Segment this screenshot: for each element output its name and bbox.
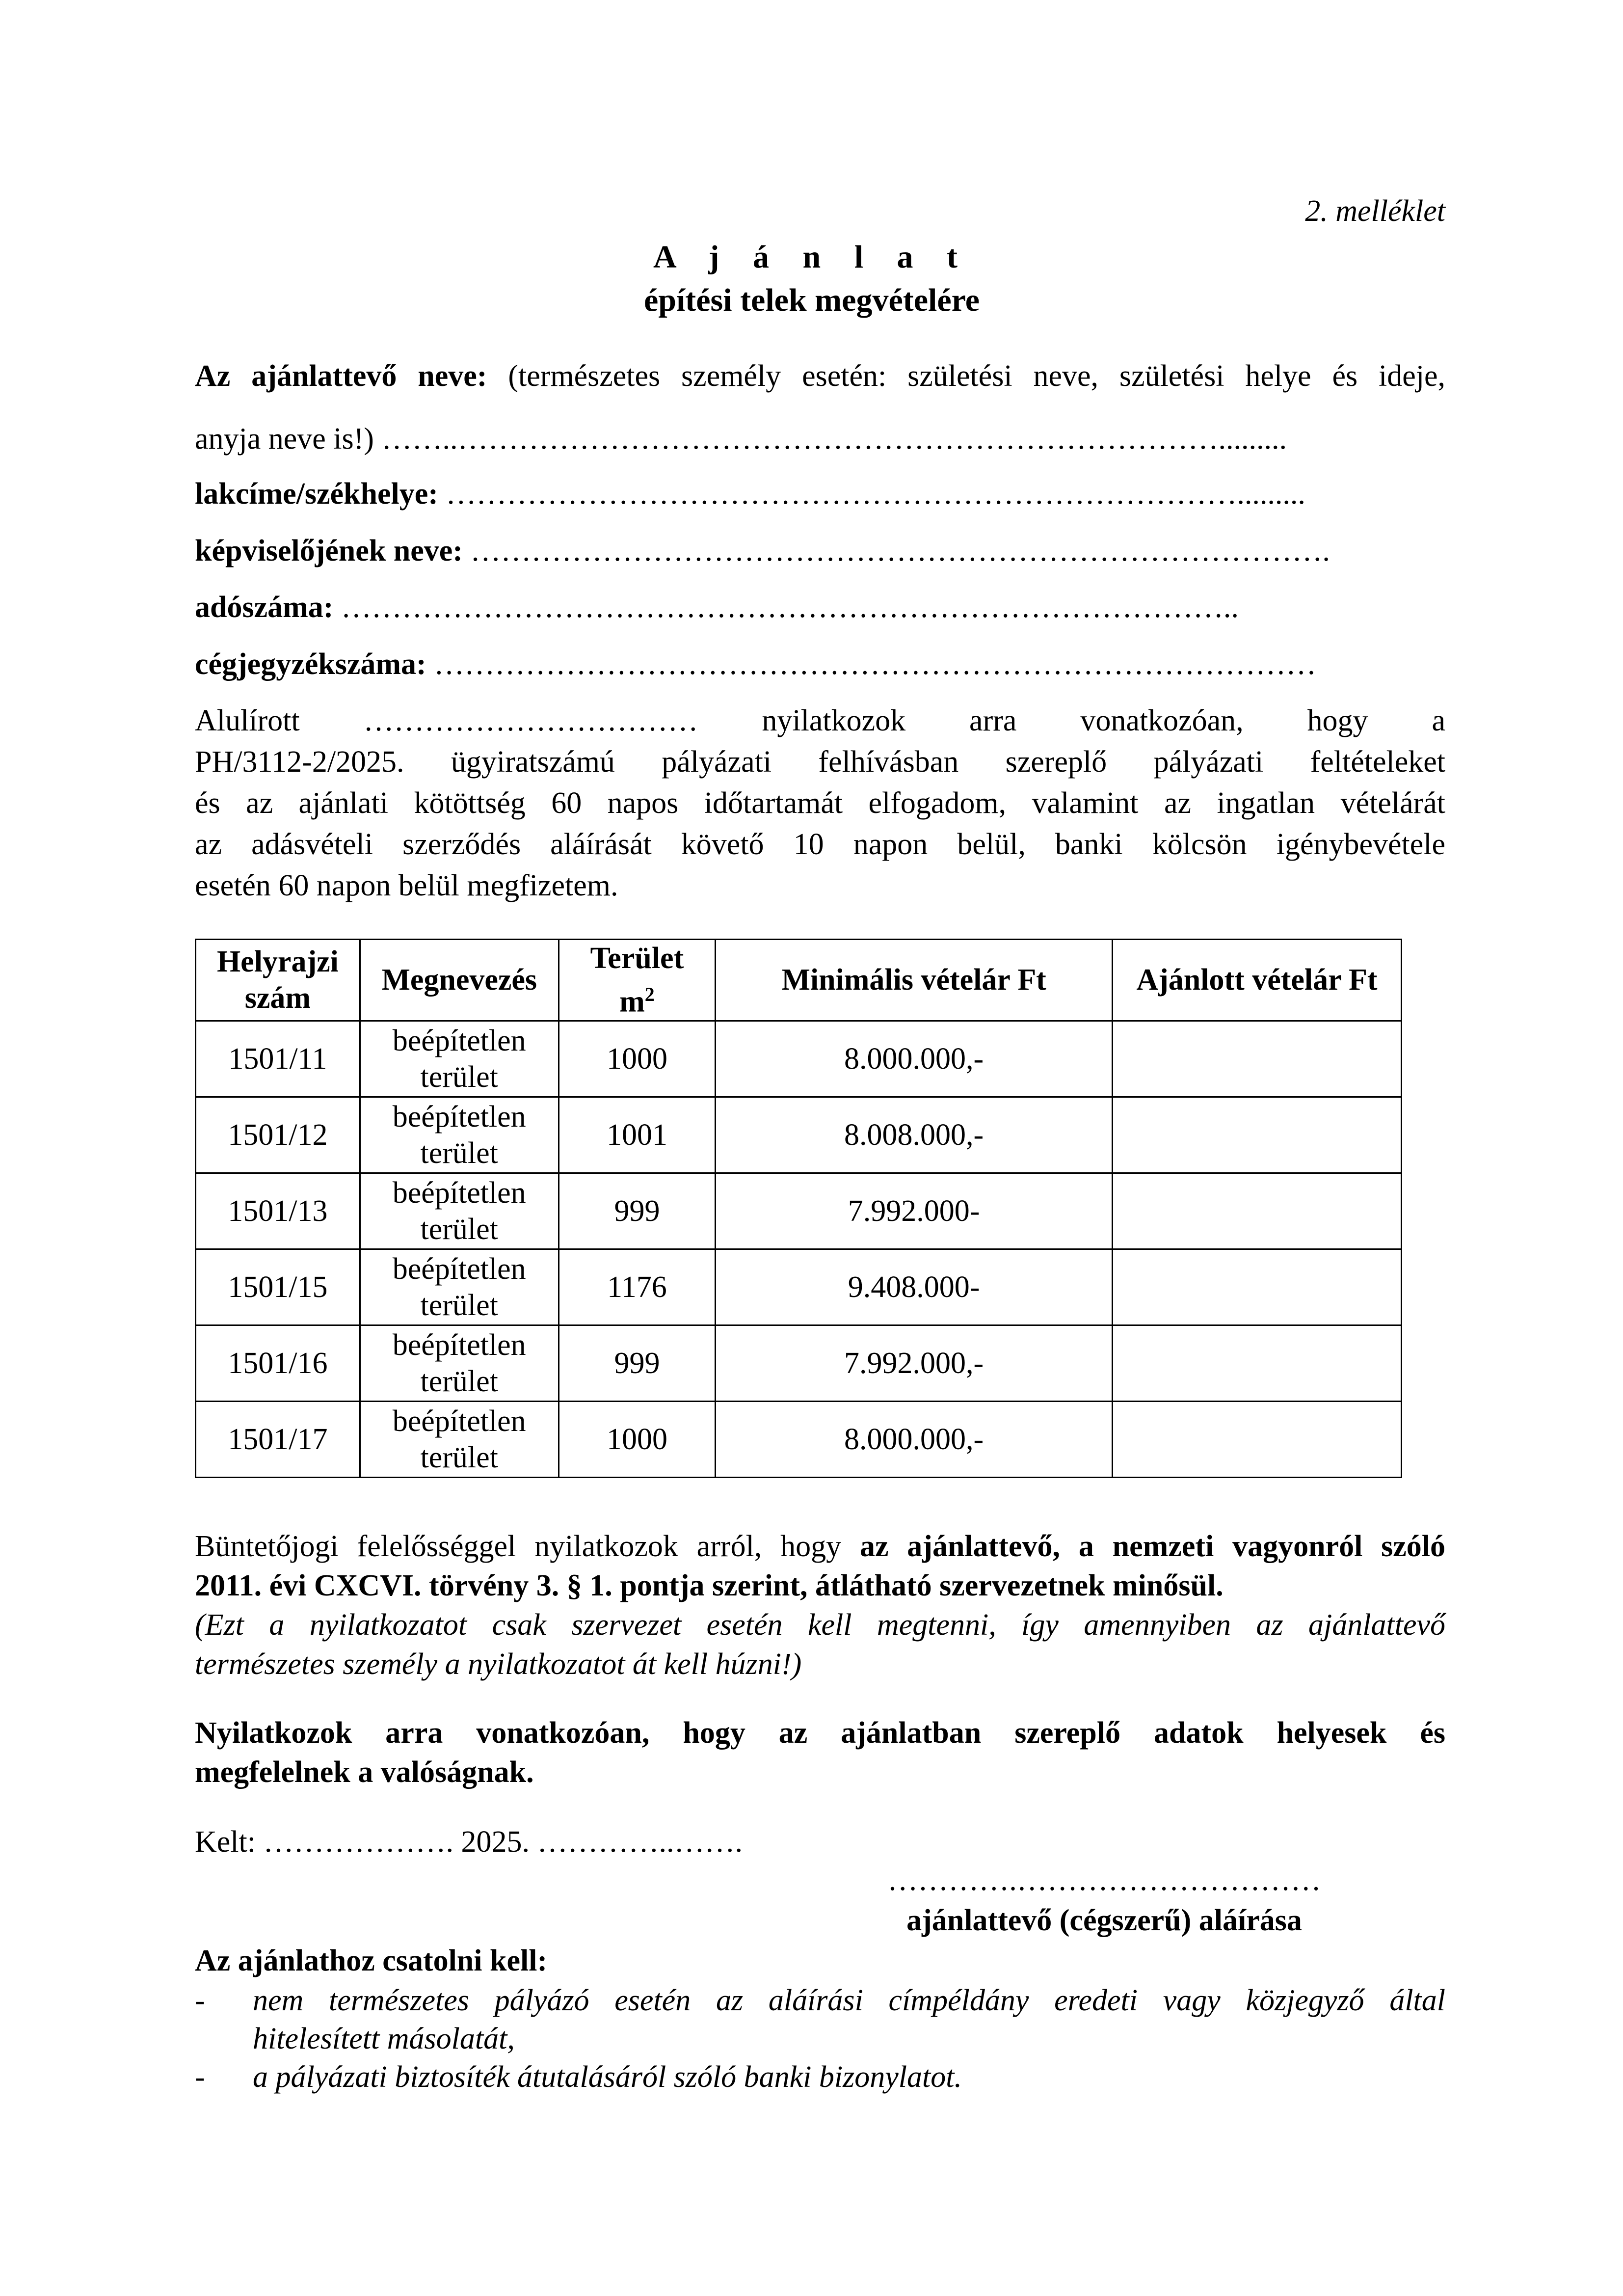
cell-designation [360,1097,559,1173]
cell-designation [360,1401,559,1477]
cell-plot: 1501/11 [196,1021,360,1097]
declaration-line-5: esetén 60 napon belül megfizetem. [195,869,618,902]
cell-offer-input[interactable] [1112,1021,1401,1097]
header-text: Helyrajzi [216,945,339,979]
cell-text: terület [420,1364,498,1398]
cell-text: beépítetlen [392,1176,526,1210]
declaration-word: arra [969,704,1017,737]
attachment-item-2 [195,2058,1445,2096]
cell-text: beépítetlen [392,1024,526,1057]
cell-designation [360,1173,559,1249]
cell-text: terület [420,1212,498,1246]
cell-offer-input[interactable] [1112,1173,1401,1249]
criminal-note-2: természetes személy a nyilatkozatot át kell húzni!) [195,1648,802,1681]
cell-plot: 1501/13 [196,1173,360,1249]
cell-text: beépítetlen [392,1252,526,1286]
declaration-line-2: PH/3112-2/2025. ügyiratszámú pályázati felhívásban szereplő pályázati feltételeket [195,745,1445,779]
cell-designation [360,1021,559,1097]
cell-designation [360,1249,559,1325]
signature-label: ajánlattevő (cégszerű) aláírása [906,1904,1302,1937]
representative-label: képviselőjének neve: [195,534,463,567]
declaration-line-1 [195,699,1445,742]
criminal-intro: Büntetőjogi felelősséggel nyilatkozok arról, hogy [195,1530,842,1563]
cell-area: 999 [559,1173,716,1249]
cell-min-price: 8.008.000,- [716,1097,1113,1173]
cell-min-price: 9.408.000- [716,1249,1113,1325]
declaration-line-3: és az ajánlati kötöttség 60 napos időtartamát elfogadom, valamint az ingatlan vételárát [195,786,1445,820]
applicant-name-note-cont: anyja neve is!) [195,422,374,456]
cell-offer-input[interactable] [1112,1249,1401,1325]
annex-label: 2. melléklet [1305,194,1445,228]
cell-plot: 1501/12 [196,1097,360,1173]
cell-text: beépítetlen [392,1328,526,1362]
cell-min-price: 7.992.000- [716,1173,1113,1249]
registration-field [195,643,1445,686]
cell-area: 1000 [559,1021,716,1097]
cell-plot: 1501/15 [196,1249,360,1325]
table-row [196,1401,1402,1477]
header-text: m [619,985,645,1019]
declaration-word: nyilatkozok [762,704,906,737]
address-label: lakcíme/székhelye: [195,477,438,511]
cell-text: beépítetlen [392,1100,526,1134]
header-offered-price: Ajánlott vételár Ft [1112,940,1401,1021]
attachment-text: hitelesített másolatát, [253,2022,515,2055]
attachment-text: a pályázati biztosíték átutalásáról szóló banki bizonylatot. [253,2060,962,2094]
applicant-name-note: (természetes személy esetén: születési neve, születési helye és ideje, [508,359,1446,393]
cell-area: 1000 [559,1401,716,1477]
cell-text: terület [420,1288,498,1322]
address-dots: ……………………………………………………………………......... [446,477,1305,511]
accuracy-line-1: Nyilatkozok arra vonatkozóan, hogy az ajánlatban szereplő adatok helyesek és [195,1716,1445,1750]
declaration-line-4: az adásvételi szerződés aláírását követő 10 napon belül, banki kölcsön igénybevétele [195,828,1445,861]
bullet-dash: - [195,2060,205,2094]
criminal-note-1: (Ezt a nyilatkozatot csak szervezet esetén kell megtenni, így amennyiben az ajánlattevő [195,1608,1445,1642]
accuracy-line-2: megfelelnek a valóságnak. [195,1756,534,1789]
cell-plot: 1501/17 [196,1401,360,1477]
table-row [196,1097,1402,1173]
tax-number-field [195,586,1445,629]
cell-text: terület [420,1060,498,1094]
header-text: szám [244,981,311,1015]
representative-dots: …………………………………………………………………………. [470,534,1330,567]
registration-dots: …………………………………………………………………………… [434,648,1317,681]
header-area [559,940,716,1021]
tax-number-dots: …………………………………………………………………………….. [341,591,1239,624]
signature-line[interactable]: ………….………………………… [887,1864,1321,1897]
header-text: Terület [590,942,684,975]
header-minimum-price: Minimális vételár Ft [716,940,1113,1021]
cell-min-price: 8.000.000,- [716,1021,1113,1097]
attachment-text: nem természetes pályázó esetén az aláírási címpéldány eredeti vagy közjegyző által [253,1984,1445,2017]
cell-text: beépítetlen [392,1404,526,1438]
declaration-word: vonatkozóan, [1080,704,1244,737]
document-title [540,236,1084,322]
applicant-name-label: Az ajánlattevő neve: [195,359,487,393]
criminal-bold-1: az ajánlattevő, a nemzeti vagyonról szóló [859,1530,1446,1563]
cell-min-price: 8.000.000,- [716,1401,1113,1477]
applicant-name-dots: ……..…………………………………………………………………......... [381,422,1287,456]
property-table [195,939,1402,1478]
bullet-dash: - [195,1984,205,2017]
attachment-item-1 [195,1981,1445,2058]
criminal-bold-2: 2011. évi CXCVI. törvény 3. § 1. pontja szerint, átlátható szervezetnek minősül. [195,1569,1224,1602]
cell-designation [360,1325,559,1401]
cell-plot: 1501/16 [196,1325,360,1401]
applicant-name-field [195,417,1445,460]
declaration-name-dots: …………………………… [363,704,698,737]
table-row [196,1249,1402,1325]
table-row [196,1325,1402,1401]
date-line: Kelt: ………………. 2025. …………..……. [195,1825,743,1859]
registration-label: cégjegyzékszáma: [195,648,426,681]
declaration-word: a [1432,704,1445,737]
title-line-1: A j á n l a t [653,239,971,275]
declaration-word: hogy [1307,704,1368,737]
header-plot-number [196,940,360,1021]
cell-min-price: 7.992.000,- [716,1325,1113,1401]
title-line-2: építési telek megvételére [643,282,980,318]
cell-offer-input[interactable] [1112,1325,1401,1401]
header-superscript: 2 [644,983,655,1005]
address-field [195,472,1445,515]
representative-field [195,529,1445,572]
cell-area: 1001 [559,1097,716,1173]
cell-offer-input[interactable] [1112,1401,1401,1477]
cell-offer-input[interactable] [1112,1097,1401,1173]
criminal-line-1 [195,1525,1445,1568]
attachments-heading: Az ajánlathoz csatolni kell: [195,1944,548,1977]
cell-area: 999 [559,1325,716,1401]
table-row [196,1021,1402,1097]
table-row [196,1173,1402,1249]
table-header-row [196,940,1402,1021]
tax-number-label: adószáma: [195,591,334,624]
cell-area: 1176 [559,1249,716,1325]
cell-text: terület [420,1440,498,1474]
header-designation: Megnevezés [360,940,559,1021]
cell-text: terület [420,1136,498,1170]
declaration-word: Alulírott [195,704,300,737]
applicant-name-line [195,354,1445,398]
